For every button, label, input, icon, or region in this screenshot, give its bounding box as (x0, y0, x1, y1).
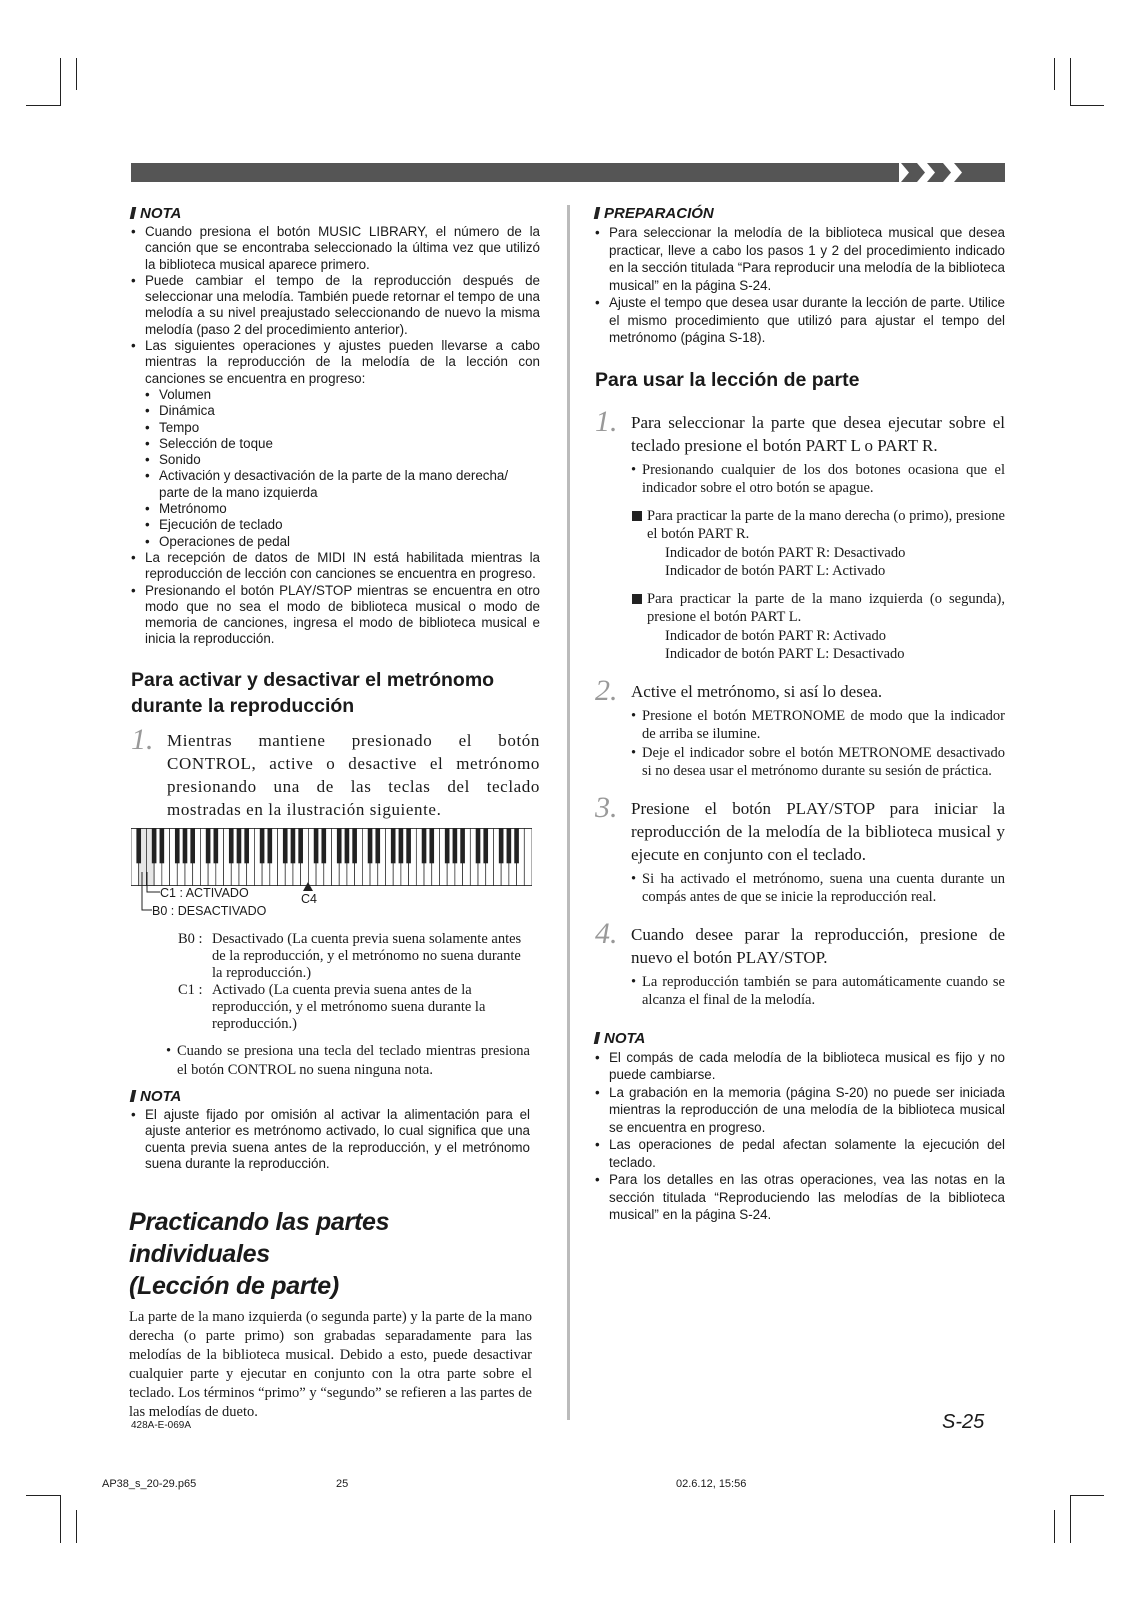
right-column (595, 205, 1005, 1224)
nota-section-3 (595, 1030, 1005, 1224)
nota-marker-icon (594, 207, 601, 219)
crop-mark (26, 1495, 60, 1496)
black-key (507, 829, 512, 864)
black-key (514, 829, 519, 864)
list-item: • Para seleccionar la melodía de la biblioteca musical que desea practicar, lleve a cabo los pasos 1 y 2 del procedimiento indicado en la sección titulada “Para reproducir una melodía de la biblioteca musical” en la página S-24. (595, 224, 1005, 294)
step-bullet: • Deje el indicador sobre el botón METRONOME desactivado si no desea usar el metrónomo durante su sesión de práctica. (631, 744, 1005, 781)
black-key (229, 829, 234, 864)
black-key (283, 829, 288, 864)
black-key (406, 829, 411, 864)
desc-b0: B0 : Desactivado (La cuenta previa suena solamente antes de la reproducción, y el metrónomo no suena durante la reproducción.) (178, 931, 522, 981)
section-heading-metronome: Para activar y desactivar el metrónomo durante la reproducción (131, 668, 495, 717)
nota-list (131, 1107, 530, 1172)
step-text: Cuando desee parar la reproducción, presione de nuevo el botón PLAY/STOP. (631, 924, 1005, 967)
black-key (298, 829, 303, 864)
step-text: Active el metrónomo, si así lo desea. (631, 681, 883, 701)
black-key (321, 829, 326, 864)
step-text: Para seleccionar la parte que desea ejecutar sobre el teclado presione el botón PART L o PART R. (631, 412, 1005, 455)
practice-section (129, 1206, 532, 1422)
crop-mark (76, 1510, 77, 1543)
black-key (206, 829, 211, 864)
metronome-bullet: • Cuando se presiona una tecla del teclado mientras presiona el botón CONTROL no suena ninguna nota. (166, 1042, 530, 1079)
list-item: • Para los detalles en las otras operaciones, vea las notas en la sección titulada “Reproduciendo las melodías de la biblioteca musical” en la página S-24. (595, 1171, 1005, 1224)
list-item: • La grabación en la memoria (página S-20) no puede ser iniciada mientras la reproducción de una melodía de la biblioteca musical se encuentra en progreso. (595, 1084, 1005, 1137)
crop-mark (1054, 1510, 1055, 1543)
black-key (175, 829, 180, 864)
crop-mark (60, 1495, 61, 1543)
crop-mark (1070, 1495, 1104, 1496)
step-bullet: • La reproducción también se para automáticamente cuando se alcanza el final de la melodía. (631, 973, 1005, 1010)
label-c4: C4 (301, 892, 317, 906)
section-heading-lesson: Para usar la lección de parte (595, 368, 860, 391)
black-key (337, 829, 342, 864)
sub-item: • Selección de toque (145, 436, 540, 452)
black-key (183, 829, 188, 864)
c4-arrow-icon (303, 882, 313, 891)
step-number: 4. (595, 916, 618, 950)
sub-item: • Ejecución de teclado (145, 517, 540, 533)
step-bullet: • Presionando cualquier de los dos botones ocasiona que el indicador sobre el otro botón se apague. (631, 461, 1005, 498)
step-bullet: • Si ha activado el metrónomo, suena una cuenta durante un compás antes de que se inicie la reproducción real. (631, 870, 1005, 907)
black-key (499, 829, 504, 864)
label-b0: B0 : DESACTIVADO (152, 904, 267, 918)
black-key (368, 829, 373, 864)
black-key (160, 829, 165, 864)
nota-marker-icon (594, 1032, 601, 1044)
nota-marker-icon (130, 1090, 137, 1102)
nota-marker-icon (130, 207, 137, 219)
crop-mark (60, 58, 61, 106)
sub-item: • Sonido (145, 452, 540, 468)
list-item: • El ajuste fijado por omisión al activar la alimentación para el ajuste anterior es metrónomo activado, lo cual significa que una cuenta previa suena antes de la reproducción, y el metrónomo suena durante la reproducción. (131, 1107, 530, 1172)
column-divider (567, 205, 570, 1420)
black-key (352, 829, 357, 864)
sub-item: • Metrónomo (145, 501, 540, 517)
step-number: 1. (131, 722, 154, 756)
step-square-item: Para practicar la parte de la mano derecha (o primo), presione el botón PART R. Indicador de botón PART R: Desactivado Indicador de botón PART L: Activado (631, 507, 1005, 581)
list-item: • El compás de cada melodía de la biblioteca musical es fijo y no puede cambiarse. (595, 1049, 1005, 1084)
nota-list (595, 1049, 1005, 1224)
preparation-list (595, 224, 1005, 347)
crop-mark (1054, 58, 1055, 90)
footer-date: 02.6.12, 15:56 (676, 1478, 747, 1490)
list-item: • Puede cambiar el tempo de la reproducción después de seleccionar una melodía. También puede retornar el tempo de una melodía a su nivel preajustado seleccionando de nuevo la misma melodía (paso 2 del procedimiento anterior). (131, 273, 540, 338)
section-title-practice: Practicando las partes individuales (Lección de parte) (129, 1208, 390, 1300)
crop-mark (26, 105, 60, 106)
sub-list (145, 387, 540, 550)
label-c1: C1 : ACTIVADO (160, 886, 249, 900)
step-bullet: • Presione el botón METRONOME de modo que la indicador de arriba se ilumine. (631, 707, 1005, 744)
step-text: Presione el botón PLAY/STOP para iniciar la reproducción de la melodía de la biblioteca musical y ejecute en conjunto con el teclado. (631, 798, 1005, 864)
black-key (445, 829, 450, 864)
desc-c1: C1 : Activado (La cuenta previa suena antes de la reproducción, y el metrónomo suena durante la reproducción.) (178, 982, 486, 1032)
black-key (260, 829, 265, 864)
black-key (214, 829, 219, 864)
black-key (429, 829, 434, 864)
sub-item: • Volumen (145, 387, 540, 403)
crop-mark (1070, 105, 1104, 106)
key-leader-lines (138, 872, 162, 918)
black-key (453, 829, 458, 864)
preparation-section (595, 205, 1005, 347)
left-column (131, 205, 540, 821)
metronome-step-1 (131, 722, 540, 821)
nota-section (131, 205, 540, 648)
practice-paragraph: La parte de la mano izquierda (o segunda parte) y la parte de la mano derecha (o parte primo) son grabadas separadamente para las melodías de la biblioteca musical. Debido a esto, puede desactivar cualquier parte y ejecutar en conjunto con la otra parte sobre el teclado. Los términos “primo” y “segundo” se refieren a las partes de las melodías de dueto. (129, 1309, 532, 1420)
list-item: • Ajuste el tempo que desea usar durante la lección de parte. Utilice el mismo procedimiento que utilizó para ajustar el tempo del metrónomo (página S-18). (595, 294, 1005, 347)
header-bar (131, 163, 899, 182)
black-key (291, 829, 296, 864)
black-key (483, 829, 488, 864)
black-key (136, 829, 141, 864)
black-key (460, 829, 465, 864)
black-key (391, 829, 396, 864)
step-number: 3. (595, 790, 618, 824)
sub-item: • Operaciones de pedal (145, 534, 540, 550)
list-item: • Las siguientes operaciones y ajustes pueden llevarse a cabo mientras la reproducción de la melodía de la lección con canciones se encuentra en progreso: • Volumen • Dinámica • Tempo • Selección de toque • Sonido • Activación y desactivación de la parte de la mano derecha/ parte de la mano izquierda • Metrónomo • Ejecución de teclado • Operaciones de pedal (131, 338, 540, 550)
keyboard-illustration (131, 828, 532, 886)
crop-mark (1070, 58, 1071, 106)
black-key (399, 829, 404, 864)
black-key (237, 829, 242, 864)
list-item: • La recepción de datos de MIDI IN está habilitada mientras la reproducción de lección con canciones se encuentra en progreso. (131, 550, 540, 583)
page-number: S-25 (942, 1411, 985, 1433)
header-chevrons (899, 163, 1005, 182)
nota-heading: NOTA (595, 1030, 1005, 1047)
black-key (345, 829, 350, 864)
nota-heading: NOTA (131, 205, 540, 222)
crop-mark (1070, 1495, 1071, 1543)
preparation-heading: PREPARACIÓN (595, 205, 1005, 222)
black-key (314, 829, 319, 864)
black-key (267, 829, 272, 864)
key-descriptions (178, 931, 530, 1033)
lesson-step-3 (595, 790, 1005, 907)
lesson-step-4 (595, 916, 1005, 1010)
nota-section-2 (131, 1088, 530, 1172)
step-number: 1. (595, 404, 618, 438)
sub-item: • Tempo (145, 420, 540, 436)
lesson-step-1 (595, 404, 1005, 664)
doc-code: 428A-E-069A (131, 1420, 192, 1431)
black-key (244, 829, 249, 864)
crop-mark (76, 58, 77, 90)
lesson-step-2 (595, 673, 1005, 781)
footer-page: 25 (336, 1478, 349, 1490)
sub-item: • Activación y desactivación de la parte de la mano derecha/ parte de la mano izquierda (145, 468, 540, 501)
nota-heading: NOTA (131, 1088, 530, 1105)
black-key (152, 829, 157, 864)
sub-item: • Dinámica (145, 403, 540, 419)
black-key (476, 829, 481, 864)
black-key (422, 829, 427, 864)
list-item: • Cuando presiona el botón MUSIC LIBRARY, el número de la canción que se encontraba seleccionado la última vez que utilizó la biblioteca musical aparece primero. (131, 224, 540, 273)
list-item: • Presionando el botón PLAY/STOP mientras se encuentra en otro modo que no sea el modo de biblioteca musical o modo de memoria de canciones, ingresa el modo de biblioteca musical e inicia la reproducción. (131, 583, 540, 648)
step-number: 2. (595, 673, 618, 707)
black-key (190, 829, 195, 864)
footer-file: AP38_s_20-29.p65 (102, 1478, 197, 1490)
white-key (524, 829, 532, 886)
step-square-item: Para practicar la parte de la mano izquierda (o segunda), presione el botón PART L. Indicador de botón PART R: Activado Indicador de botón PART L: Desactivado (631, 590, 1005, 664)
nota-list (131, 224, 540, 648)
list-item: • Las operaciones de pedal afectan solamente la ejecución del teclado. (595, 1136, 1005, 1171)
step-text: Mientras mantiene presionado el botón CONTROL, active o desactive el metrónomo presionando una de las teclas del teclado mostradas en la ilustración siguiente. (167, 730, 540, 819)
black-key (375, 829, 380, 864)
